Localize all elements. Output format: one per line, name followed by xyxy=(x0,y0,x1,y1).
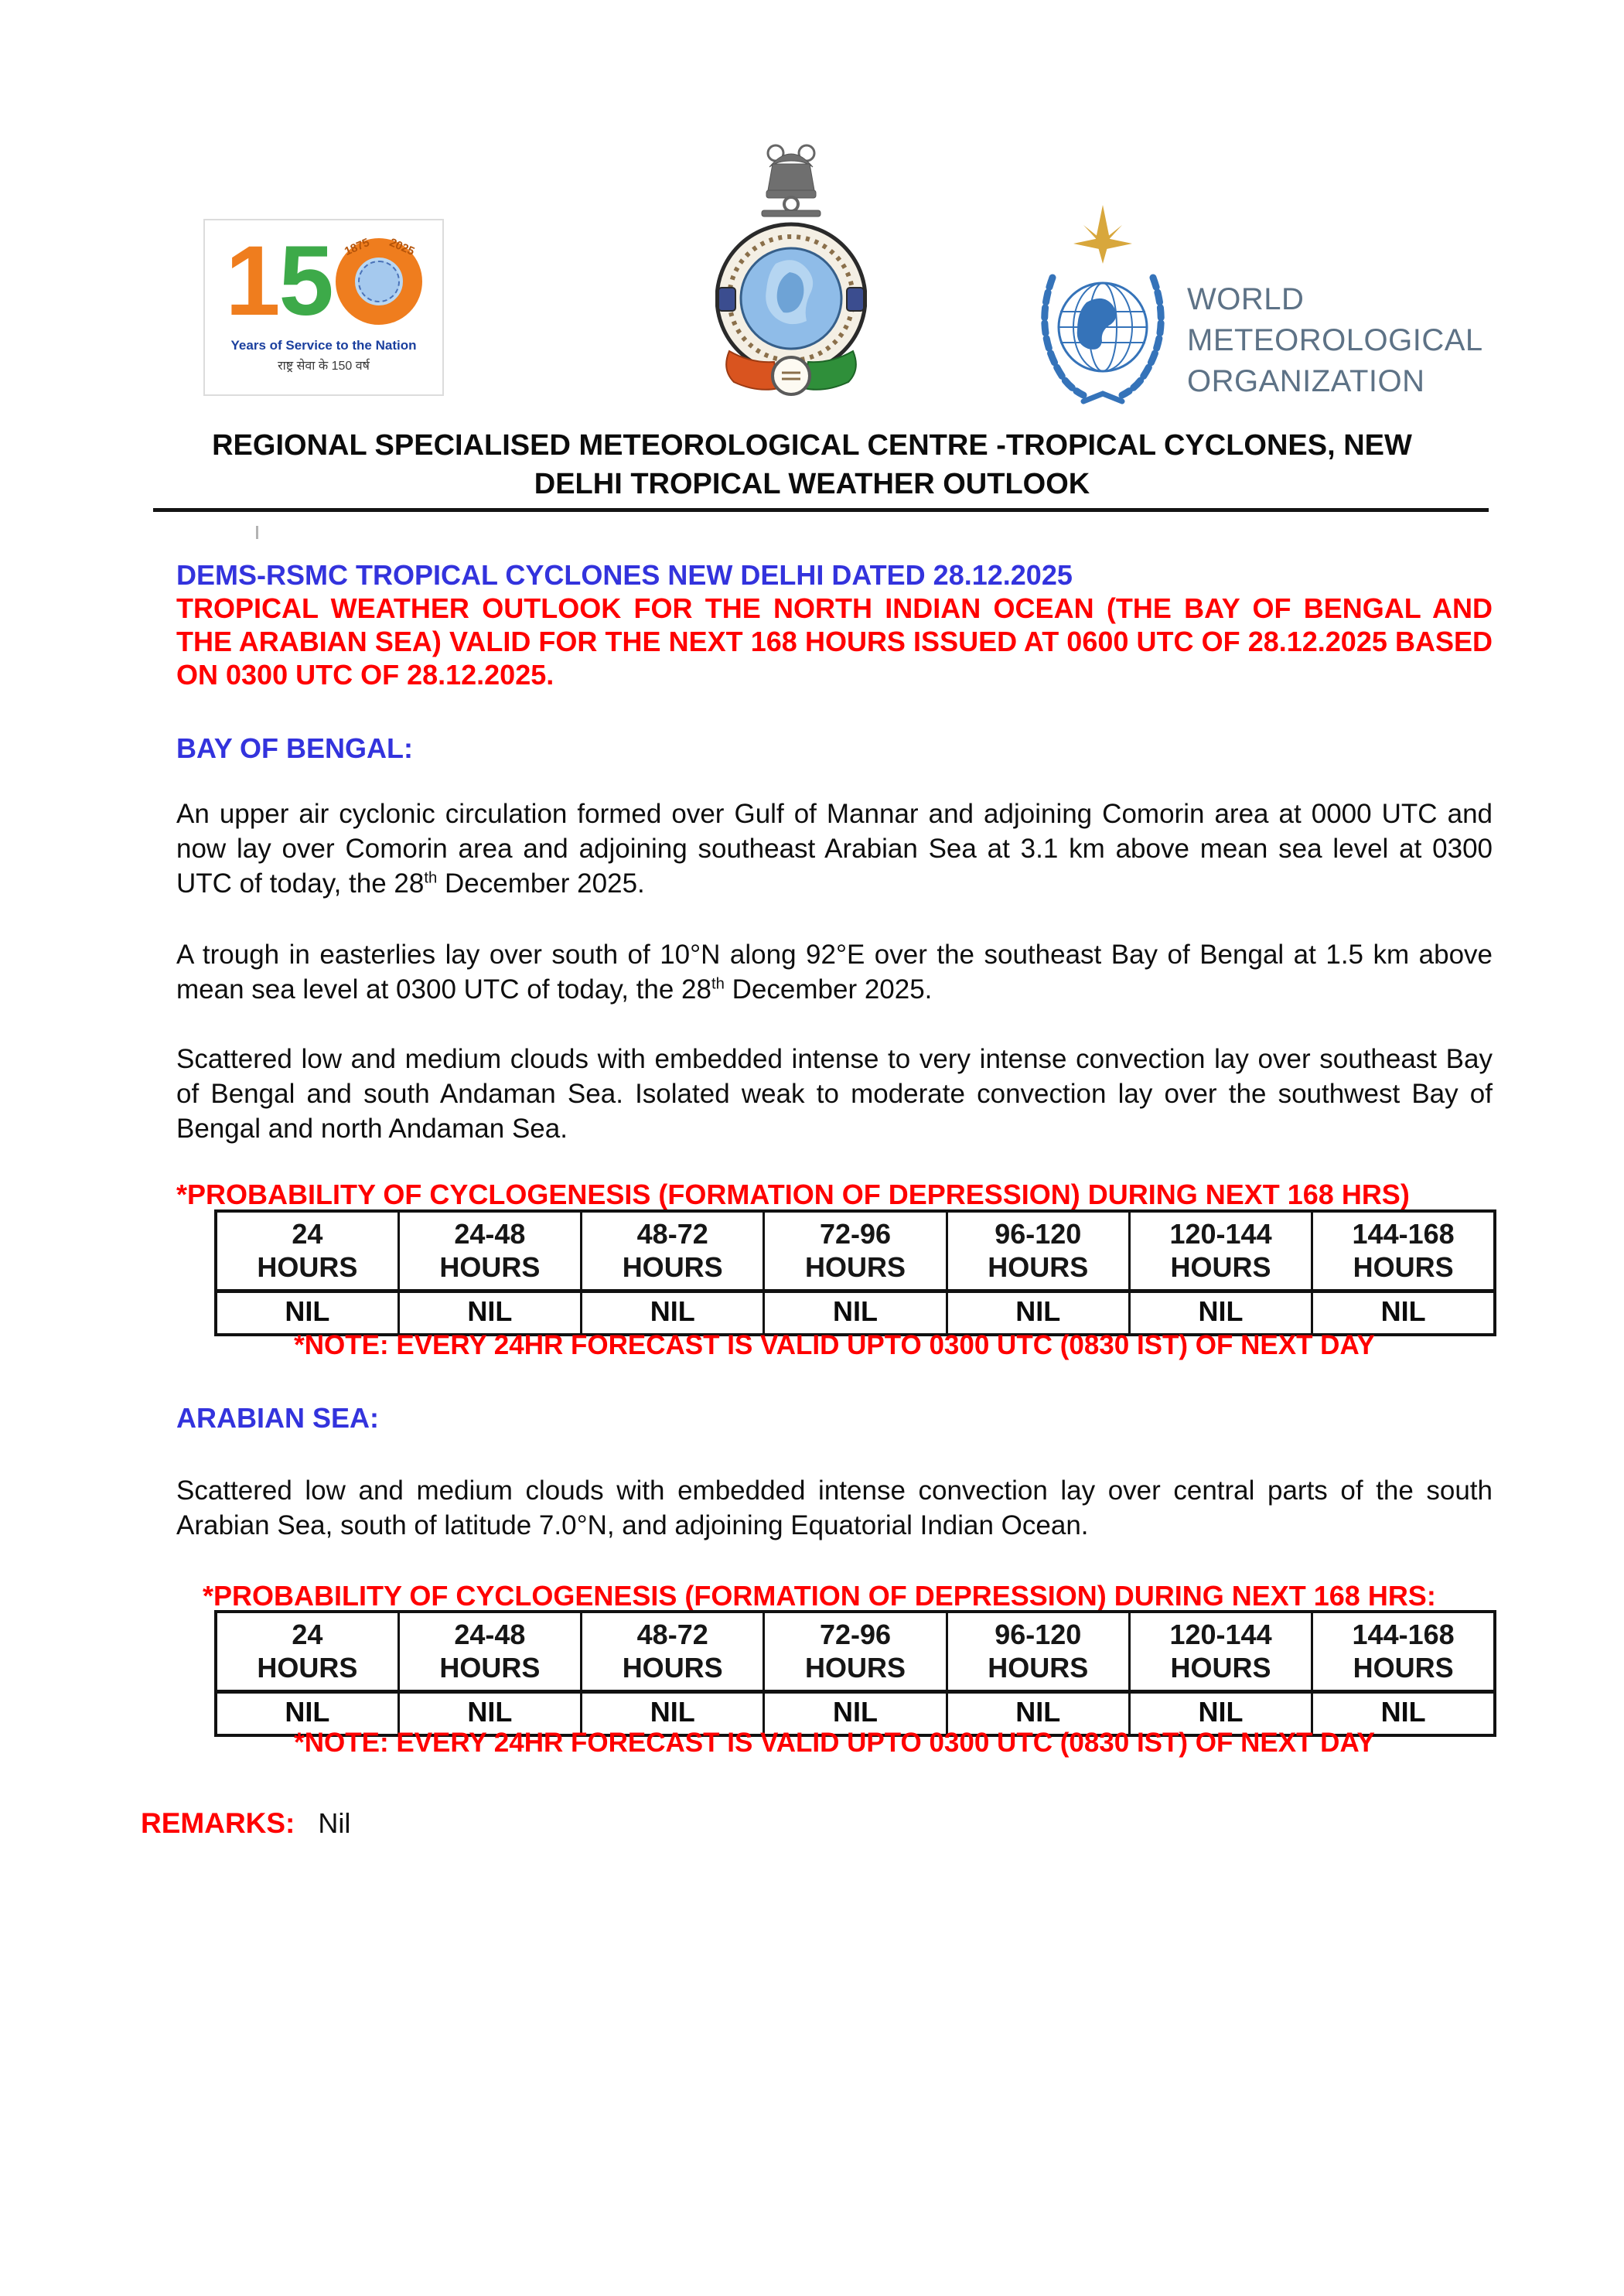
page-title-line1: REGIONAL SPECIALISED METEOROLOGICAL CENTRE -TROPICAL CYCLONES, NEW xyxy=(212,429,1412,462)
stray-cursor-mark xyxy=(256,526,258,539)
as-header-cell: 24-48 HOURS xyxy=(398,1612,581,1692)
bob-para2-text-end: December 2025. xyxy=(724,974,933,1005)
bob-para2-text: A trough in easterlies lay over south of 10°N along 92°E over the southeast Bay of Bengal at 1.5 km above mean sea level at 0300 UTC of today, the 28 xyxy=(176,940,1493,1005)
as-header-cell: 72-96 HOURS xyxy=(764,1612,947,1692)
as-header-cell: 120-144 HOURS xyxy=(1129,1612,1312,1692)
bob-para2-superscript: th xyxy=(711,975,725,993)
imd-emblem-icon xyxy=(715,136,867,396)
logo-year-2025: 2025 xyxy=(387,235,417,259)
as-value-cell: NIL xyxy=(398,1692,581,1736)
bob-value-cell: NIL xyxy=(1312,1291,1495,1336)
bob-header-cell: 96-120 HOURS xyxy=(947,1211,1129,1291)
bob-paragraph-convection: Scattered low and medium clouds with embedded intense to very intense convection lay over southeast Bay of Bengal and south Andaman Sea. Isolated weak to moderate convection lay over the southwest Bay of Bengal and north Andaman Sea. xyxy=(176,1044,1493,1144)
remarks-label: REMARKS: xyxy=(141,1807,295,1839)
wmo-word-meteorological: METEOROLOGICAL xyxy=(1187,323,1483,357)
bob-para1-text-end: December 2025. xyxy=(437,868,645,899)
as-paragraph-convection: Scattered low and medium clouds with embedded intense convection lay over central parts of the south Arabian Sea, south of latitude 7.0°N, and adjoining Equatorial Indian Ocean. xyxy=(176,1476,1493,1540)
as-value-cell: NIL xyxy=(764,1692,947,1736)
wmo-word-organization: ORGANIZATION xyxy=(1187,364,1425,398)
bob-paragraph-cyclonic-circulation xyxy=(176,797,1493,901)
bob-value-cell: NIL xyxy=(582,1291,764,1336)
bob-paragraph-trough xyxy=(176,937,1493,1007)
issue-heading-validity-paragraph: TROPICAL WEATHER OUTLOOK FOR THE NORTH INDIAN OCEAN (THE BAY OF BENGAL AND THE ARABIAN SEA) VALID FOR THE NEXT 168 HOURS ISSUED AT 0600 UTC OF 28.12.2025 BASED ON 0300 UTC OF 28.12.2025. xyxy=(176,592,1493,691)
bob-header-cell: 144-168 HOURS xyxy=(1312,1211,1495,1291)
wmo-logo xyxy=(1032,203,1516,429)
as-value-cell: NIL xyxy=(582,1692,764,1736)
imd-150-years-logo xyxy=(203,219,444,396)
remarks-line xyxy=(141,1807,350,1840)
logo-caption-english: Years of Service to the Nation xyxy=(230,338,417,353)
bob-table-note: *NOTE: EVERY 24HR FORECAST IS VALID UPTO 0300 UTC (0830 IST) OF NEXT DAY xyxy=(294,1330,1375,1360)
bob-para1-superscript: th xyxy=(424,869,438,887)
bob-table-value-row xyxy=(216,1291,1495,1336)
bob-value-cell: NIL xyxy=(947,1291,1129,1336)
as-probability-table xyxy=(214,1610,1496,1737)
logo-year-1875: 1875 xyxy=(342,235,372,259)
imd-150-logo-number xyxy=(205,226,442,336)
section-heading-bay-of-bengal: BAY OF BENGAL: xyxy=(176,732,414,764)
bob-header-cell: 48-72 HOURS xyxy=(582,1211,764,1291)
bob-probability-table xyxy=(214,1209,1496,1336)
as-value-cell: NIL xyxy=(1312,1692,1495,1736)
issue-heading xyxy=(176,558,1493,691)
as-header-cell: 144-168 HOURS xyxy=(1312,1612,1495,1692)
logo-caption-hindi: राष्ट्र सेवा के 150 वर्ष xyxy=(278,360,370,373)
title-divider-line xyxy=(153,508,1489,512)
bob-header-cell: 24 HOURS xyxy=(216,1211,398,1291)
issue-heading-dated-line: DEMS-RSMC TROPICAL CYCLONES NEW DELHI DATED 28.12.2025 xyxy=(176,559,1073,591)
wmo-wordmark xyxy=(1187,203,1483,402)
wmo-word-world: WORLD xyxy=(1187,282,1305,316)
as-value-cell: NIL xyxy=(947,1692,1129,1736)
bob-header-cell: 72-96 HOURS xyxy=(764,1211,947,1291)
bob-table-header-row xyxy=(216,1211,1495,1291)
logo-globe-icon xyxy=(358,261,400,302)
as-header-cell: 48-72 HOURS xyxy=(582,1612,764,1692)
bob-value-cell: NIL xyxy=(764,1291,947,1336)
logo-digit-1: 1 xyxy=(225,226,278,336)
bob-header-cell: 24-48 HOURS xyxy=(398,1211,581,1291)
remarks-value: Nil xyxy=(318,1807,351,1839)
as-probability-heading: *PROBABILITY OF CYCLOGENESIS (FORMATION OF DEPRESSION) DURING NEXT 168 HRS: xyxy=(203,1580,1436,1612)
as-header-cell: 96-120 HOURS xyxy=(947,1612,1129,1692)
page-title xyxy=(193,426,1431,503)
bob-probability-heading: *PROBABILITY OF CYCLOGENESIS (FORMATION OF DEPRESSION) DURING NEXT 168 HRS) xyxy=(176,1179,1410,1210)
as-value-cell: NIL xyxy=(216,1692,398,1736)
bob-value-cell: NIL xyxy=(398,1291,581,1336)
bob-value-cell: NIL xyxy=(1129,1291,1312,1336)
bob-value-cell: NIL xyxy=(216,1291,398,1336)
logo-digit-5: 5 xyxy=(278,226,331,336)
section-heading-arabian-sea: ARABIAN SEA: xyxy=(176,1402,380,1434)
as-table-note: *NOTE: EVERY 24HR FORECAST IS VALID UPTO 0300 UTC (0830 IST) OF NEXT DAY xyxy=(294,1728,1375,1758)
as-header-cell: 24 HOURS xyxy=(216,1612,398,1692)
wmo-globe-icon xyxy=(1032,203,1173,429)
bob-header-cell: 120-144 HOURS xyxy=(1129,1211,1312,1291)
as-table-header-row xyxy=(216,1612,1495,1692)
as-value-cell: NIL xyxy=(1129,1692,1312,1736)
page-title-line2: DELHI TROPICAL WEATHER OUTLOOK xyxy=(534,468,1090,500)
logo-zero-ring-icon xyxy=(336,235,422,325)
bob-para1-text: An upper air cyclonic circulation formed over Gulf of Mannar and adjoining Comorin area at 0000 UTC and now lay over Comorin area and adjoining southeast Arabian Sea at 3.1 km above mean sea level at 0300 UTC of today, the 28 xyxy=(176,799,1493,899)
